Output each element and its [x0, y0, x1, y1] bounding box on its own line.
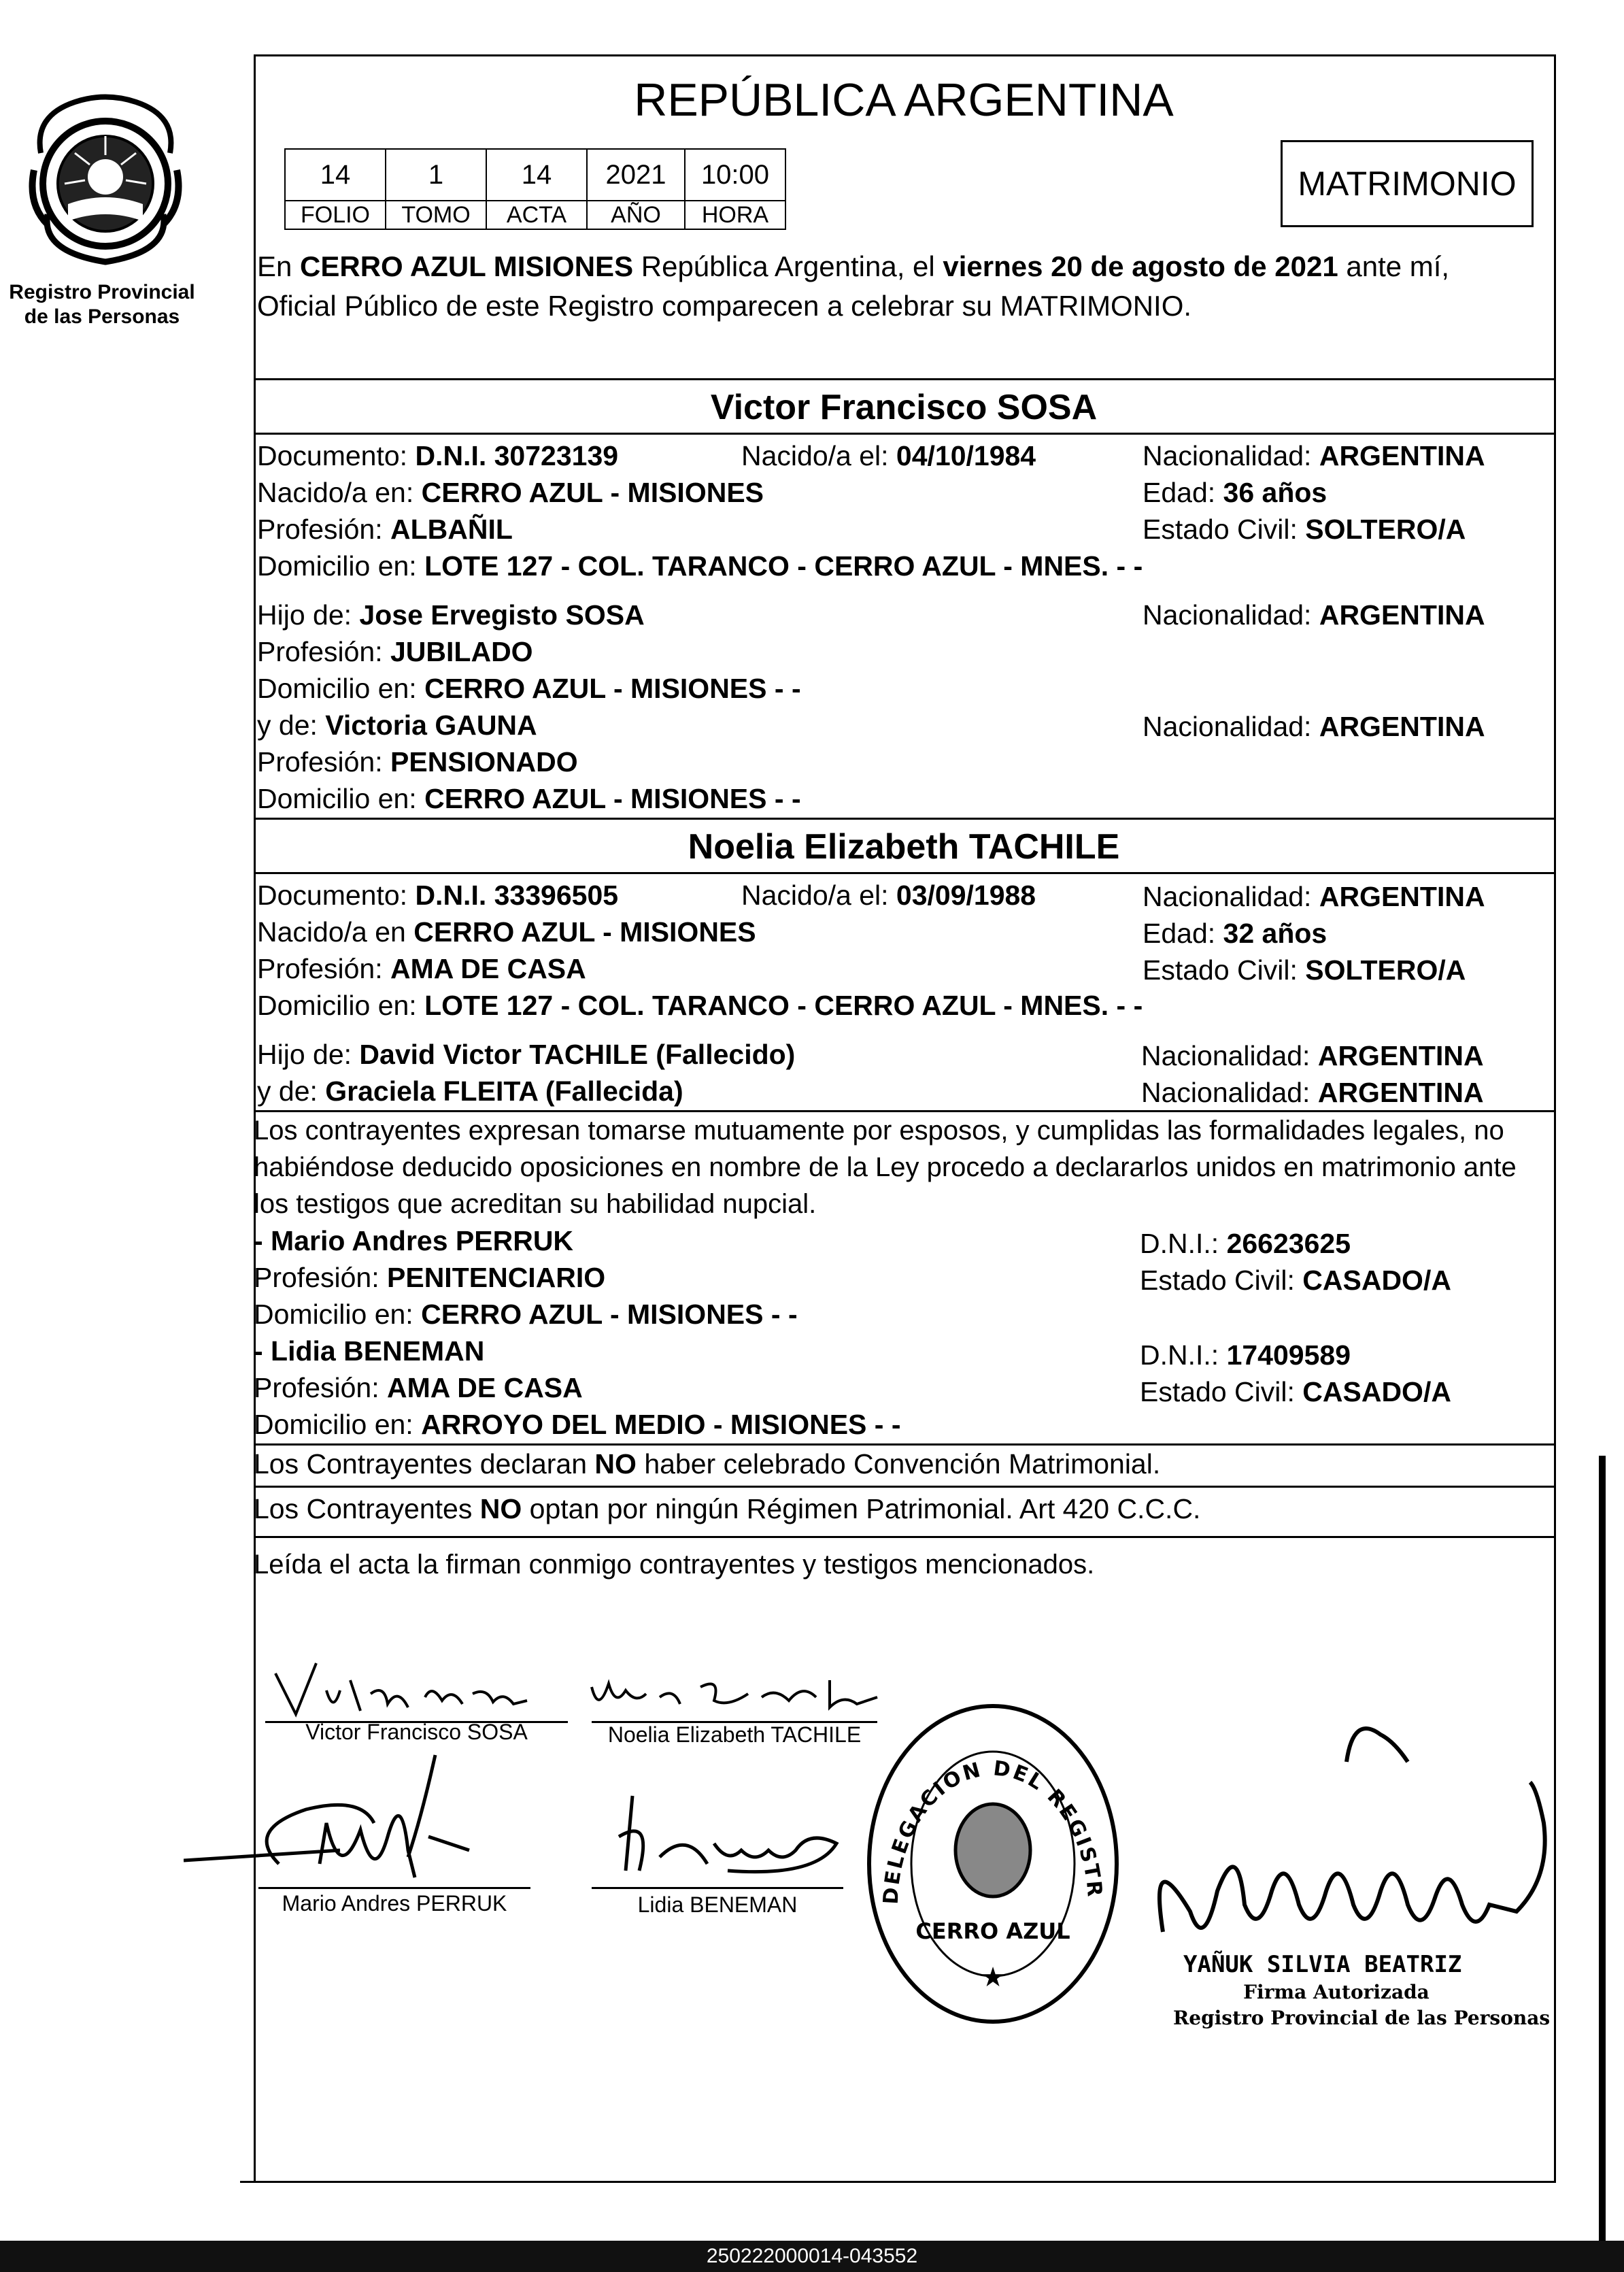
witness-2-civil-status: Estado Civil: CASADO/A — [1140, 1376, 1451, 1407]
registry-label-line2: de las Personas — [24, 305, 180, 328]
groom-birth-date: Nacido/a el: 04/10/1984 — [741, 440, 1036, 471]
convention-line1: Los Contrayentes declaran NO haber celebrado Convención Matrimonial. — [254, 1448, 1161, 1480]
divider — [254, 433, 1554, 435]
bride-birthplace: Nacido/a en CERRO AZUL - MISIONES — [257, 916, 756, 948]
bride-signature-name: Noelia Elizabeth TACHILE — [607, 1722, 862, 1747]
registry-label-line1: Registro Provincial — [9, 281, 195, 303]
groom-mother: y de: Victoria GAUNA — [257, 709, 537, 741]
officer-signature-image — [1149, 1633, 1571, 1959]
witness-1-signature-image — [184, 1748, 490, 1891]
witness-1-address: Domicilio en: CERRO AZUL - MISIONES - - — [254, 1299, 798, 1330]
folio-label: FOLIO — [284, 200, 386, 230]
groom-signature-image — [269, 1660, 554, 1721]
signature-line — [592, 1887, 843, 1889]
groom-birthplace: Nacido/a en: CERRO AZUL - MISIONES — [257, 477, 764, 508]
witness-1-name: - Mario Andres PERRUK — [254, 1225, 574, 1256]
convention-line2: Los Contrayentes NO optan por ningún Régimen Patrimonial. Art 420 C.C.C. — [254, 1493, 1201, 1524]
declaration-line1: Los contrayentes expresan tomarse mutuamente por esposos, y cumplidas las formalidades legales, no — [254, 1116, 1504, 1146]
witness-2-name: - Lidia BENEMAN — [254, 1335, 485, 1367]
svg-text:★: ★ — [981, 1962, 1005, 1993]
groom-signature-name: Victor Francisco SOSA — [305, 1720, 528, 1744]
acta-label: ACTA — [486, 200, 588, 230]
witness-2-dni: D.N.I.: 17409589 — [1140, 1339, 1351, 1371]
divider — [254, 872, 1554, 874]
folio-value: 14 — [284, 148, 386, 201]
groom-father: Hijo de: Jose Ervegisto SOSA — [257, 599, 645, 631]
divider — [254, 1110, 1554, 1112]
divider — [254, 378, 1554, 380]
bride-father: Hijo de: David Victor TACHILE (Fallecido) — [257, 1039, 796, 1070]
officer-title: Firma Autorizada — [1243, 1981, 1430, 2003]
signature-line — [258, 1887, 530, 1889]
bride-nationality: Nacionalidad: ARGENTINA — [1143, 881, 1485, 912]
bride-age: Edad: 32 años — [1143, 918, 1327, 949]
groom-mother-nationality: Nacionalidad: ARGENTINA — [1143, 711, 1485, 742]
closing-text: Leída el acta la firman conmigo contrayentes y testigos mencionados. — [254, 1550, 1095, 1580]
footer-bar — [0, 2241, 1624, 2272]
bride-civil-status: Estado Civil: SOLTERO/A — [1143, 954, 1466, 986]
groom-father-profession: Profesión: JUBILADO — [257, 636, 533, 667]
acta-value: 14 — [486, 148, 588, 201]
officer-office: Registro Provincial de las Personas — [1173, 2007, 1551, 2029]
groom-father-address: Domicilio en: CERRO AZUL - MISIONES - - — [257, 673, 801, 704]
bride-mother-nationality: Nacionalidad: ARGENTINA — [1141, 1077, 1484, 1108]
anio-value: 2021 — [586, 148, 686, 201]
groom-mother-profession: Profesión: PENSIONADO — [257, 746, 578, 778]
intro-line1: En CERRO AZUL MISIONES República Argentina, el viernes 20 de agosto de 2021 ante mí, — [257, 250, 1450, 282]
witness-1-signature-name: Mario Andres PERRUK — [282, 1891, 507, 1916]
groom-document: Documento: D.N.I. 30723139 — [257, 440, 619, 471]
bride-mother: y de: Graciela FLEITA (Fallecida) — [257, 1075, 683, 1107]
act-type-box — [1281, 140, 1534, 227]
registry-logo — [27, 88, 184, 272]
witness-1-profession: Profesión: PENITENCIARIO — [254, 1262, 606, 1293]
divider — [254, 1443, 1554, 1446]
declaration-line2: habiéndose deducido oposiciones en nombre de la Ley procedo a declararlos unidos en matrimonio ante — [254, 1152, 1517, 1182]
act-type: MATRIMONIO — [1298, 165, 1517, 203]
divider — [254, 818, 1554, 820]
bride-birth-date: Nacido/a el: 03/09/1988 — [741, 880, 1036, 911]
witness-2-signature-name: Lidia BENEMAN — [637, 1892, 798, 1917]
seal-ring-text: DELEGACION DEL REGISTR — [879, 1756, 1107, 1905]
witness-2-profession: Profesión: AMA DE CASA — [254, 1372, 583, 1403]
country-title: REPÚBLICA ARGENTINA — [634, 74, 1174, 126]
hora-value: 10:00 — [684, 148, 786, 201]
groom-mother-address: Domicilio en: CERRO AZUL - MISIONES - - — [257, 783, 801, 814]
intro-line2: Oficial Público de este Registro comparecen a celebrar su MATRIMONIO. — [257, 290, 1192, 322]
bride-father-nationality: Nacionalidad: ARGENTINA — [1141, 1040, 1484, 1071]
witness-2-signature-image — [592, 1789, 843, 1884]
bride-address: Domicilio en: LOTE 127 - COL. TARANCO - CERRO AZUL - MNES. - - — [257, 990, 1143, 1021]
seal-center-text: CERRO AZUL — [915, 1918, 1070, 1944]
hora-label: HORA — [684, 200, 786, 230]
groom-nationality: Nacionalidad: ARGENTINA — [1143, 440, 1485, 471]
right-margin-bar — [1599, 1456, 1606, 2272]
divider — [254, 1536, 1554, 1538]
bride-signature-image — [585, 1667, 884, 1721]
groom-father-nationality: Nacionalidad: ARGENTINA — [1143, 599, 1485, 631]
witness-2-address: Domicilio en: ARROYO DEL MEDIO - MISIONES - - — [254, 1409, 901, 1440]
witness-1-civil-status: Estado Civil: CASADO/A — [1140, 1265, 1451, 1296]
divider — [254, 1486, 1554, 1488]
registry-seal — [864, 1701, 1122, 2027]
bride-name: Noelia Elizabeth TACHILE — [688, 827, 1120, 867]
bride-profession: Profesión: AMA DE CASA — [257, 953, 586, 984]
tomo-value: 1 — [385, 148, 487, 201]
groom-name: Victor Francisco SOSA — [710, 388, 1098, 427]
frame-bottom-line — [240, 2181, 1556, 2183]
footer-code: 250222000014-043552 — [706, 2245, 918, 2267]
bride-document: Documento: D.N.I. 33396505 — [257, 880, 619, 911]
witness-1-dni: D.N.I.: 26623625 — [1140, 1228, 1351, 1259]
groom-profession: Profesión: ALBAÑIL — [257, 514, 513, 545]
tomo-label: TOMO — [385, 200, 487, 230]
anio-label: AÑO — [586, 200, 686, 230]
officer-name: YAÑUK SILVIA BEATRIZ — [1183, 1951, 1462, 1978]
groom-civil-status: Estado Civil: SOLTERO/A — [1143, 514, 1466, 545]
groom-address: Domicilio en: LOTE 127 - COL. TARANCO - CERRO AZUL - MNES. - - — [257, 550, 1143, 582]
declaration-line3: los testigos que acreditan su habilidad nupcial. — [254, 1189, 817, 1219]
groom-age: Edad: 36 años — [1143, 477, 1327, 508]
